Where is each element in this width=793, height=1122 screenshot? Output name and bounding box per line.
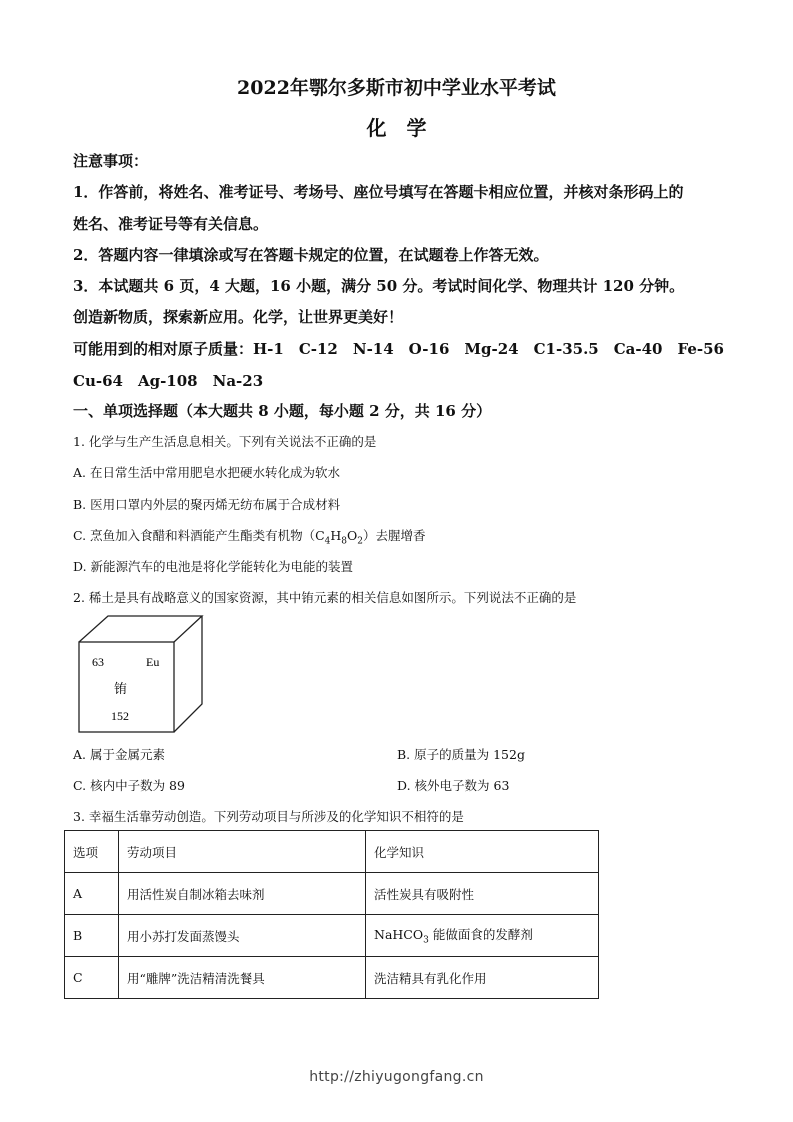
table-row xyxy=(65,915,599,957)
q2-option-d: D. 核外电子数为 63 xyxy=(397,778,510,793)
row-b-knowledge: NaHCO$_3$ 能做面食的发酵剂 xyxy=(366,915,599,957)
table-row xyxy=(65,873,599,915)
row-c-labor: 用“雕牌”洗洁精清洗餐具 xyxy=(119,957,366,999)
atomic-masses-line-1: 可能用到的相对原子质量：H-1 C-12 N-14 O-16 Mg-24 C1-35.5 Ca-40 Fe-56 xyxy=(73,340,724,358)
row-a-knowledge: 活性炭具有吸附性 xyxy=(366,873,599,915)
exam-title: 2022年鄂尔多斯市初中学业水平考试 xyxy=(237,77,556,99)
header-cell-labor: 劳动项目 xyxy=(119,831,366,873)
row-b-option: B xyxy=(65,915,119,957)
q3-stem: 3. 幸福生活靠劳动创造。下列劳动项目与所涉及的化学知识不相符的是 xyxy=(73,809,464,824)
q1-option-c: C. 烹鱼加入食醋和料酒能产生酯类有机物$(C_4H_8O_2)$去腥增香 xyxy=(73,528,426,547)
q1-option-d: D. 新能源汽车的电池是将化学能转化为电能的装置 xyxy=(73,559,354,574)
header-cell-option: 选项 xyxy=(65,831,119,873)
note-1-line-1: 1．作答前，将姓名、准考证号、考场号、座位号填写在答题卡相应位置，并核对条形码上的 xyxy=(73,183,684,201)
row-a-labor: 用活性炭自制冰箱去味剂 xyxy=(119,873,366,915)
row-c-knowledge: 洗洁精具有乳化作用 xyxy=(366,957,599,999)
note-1-line-2: 姓名、准考证号等有关信息。 xyxy=(73,215,269,233)
row-c-option: C xyxy=(65,957,119,999)
notes-heading: 注意事项： xyxy=(73,152,149,170)
row-a-option: A xyxy=(65,873,119,915)
atomic-mass: 152 xyxy=(111,709,129,723)
table-header-row xyxy=(65,831,599,873)
cube-top-face xyxy=(79,616,202,642)
q2-stem: 2. 稀土是具有战略意义的国家资源，其中铕元素的相关信息如图所示。下列说法不正确的是 xyxy=(73,590,577,605)
element-symbol: Eu xyxy=(146,655,160,669)
q1-option-a: A. 在日常生活中常用肥皂水把硬水转化成为软水 xyxy=(73,465,340,480)
q1-option-b: B. 医用口罩内外层的聚丙烯无纺布属于合成材料 xyxy=(73,497,341,512)
q2-option-b: B. 原子的质量为 152g xyxy=(397,747,525,762)
q2-option-a: A. 属于金属元素 xyxy=(73,747,165,762)
footer-url: http://zhiyugongfang.cn xyxy=(309,1069,484,1085)
q1-stem: 1. 化学与生产生活息息相关。下列有关说法不正确的是 xyxy=(73,434,377,449)
slogan: 创造新物质，探索新应用。化学，让世界更美好！ xyxy=(73,308,404,326)
header-cell-knowledge: 化学知识 xyxy=(366,831,599,873)
subject-title: 化 学 xyxy=(366,116,427,140)
cube-side-face xyxy=(174,616,202,732)
element-name: 铕 xyxy=(114,682,128,697)
atomic-number: 63 xyxy=(92,655,104,669)
note-2: 2．答题内容一律填涂或写在答题卡规定的位置，在试题卷上作答无效。 xyxy=(73,246,549,264)
element-cube-figure xyxy=(74,612,206,736)
row-b-labor: 用小苏打发面蒸馒头 xyxy=(119,915,366,957)
note-3: 3．本试题共 6 页，4 大题，16 小题，满分 50 分。考试时间化学、物理共计 120 分钟。 xyxy=(73,277,685,295)
q2-option-c: C. 核内中子数为 89 xyxy=(73,778,185,793)
q3-table xyxy=(64,830,599,999)
section-1-heading: 一、单项选择题（本大题共 8 小题，每小题 2 分，共 16 分） xyxy=(73,402,492,420)
table-row xyxy=(65,957,599,999)
atomic-masses-line-2: Cu-64 Ag-108 Na-23 xyxy=(73,372,264,390)
